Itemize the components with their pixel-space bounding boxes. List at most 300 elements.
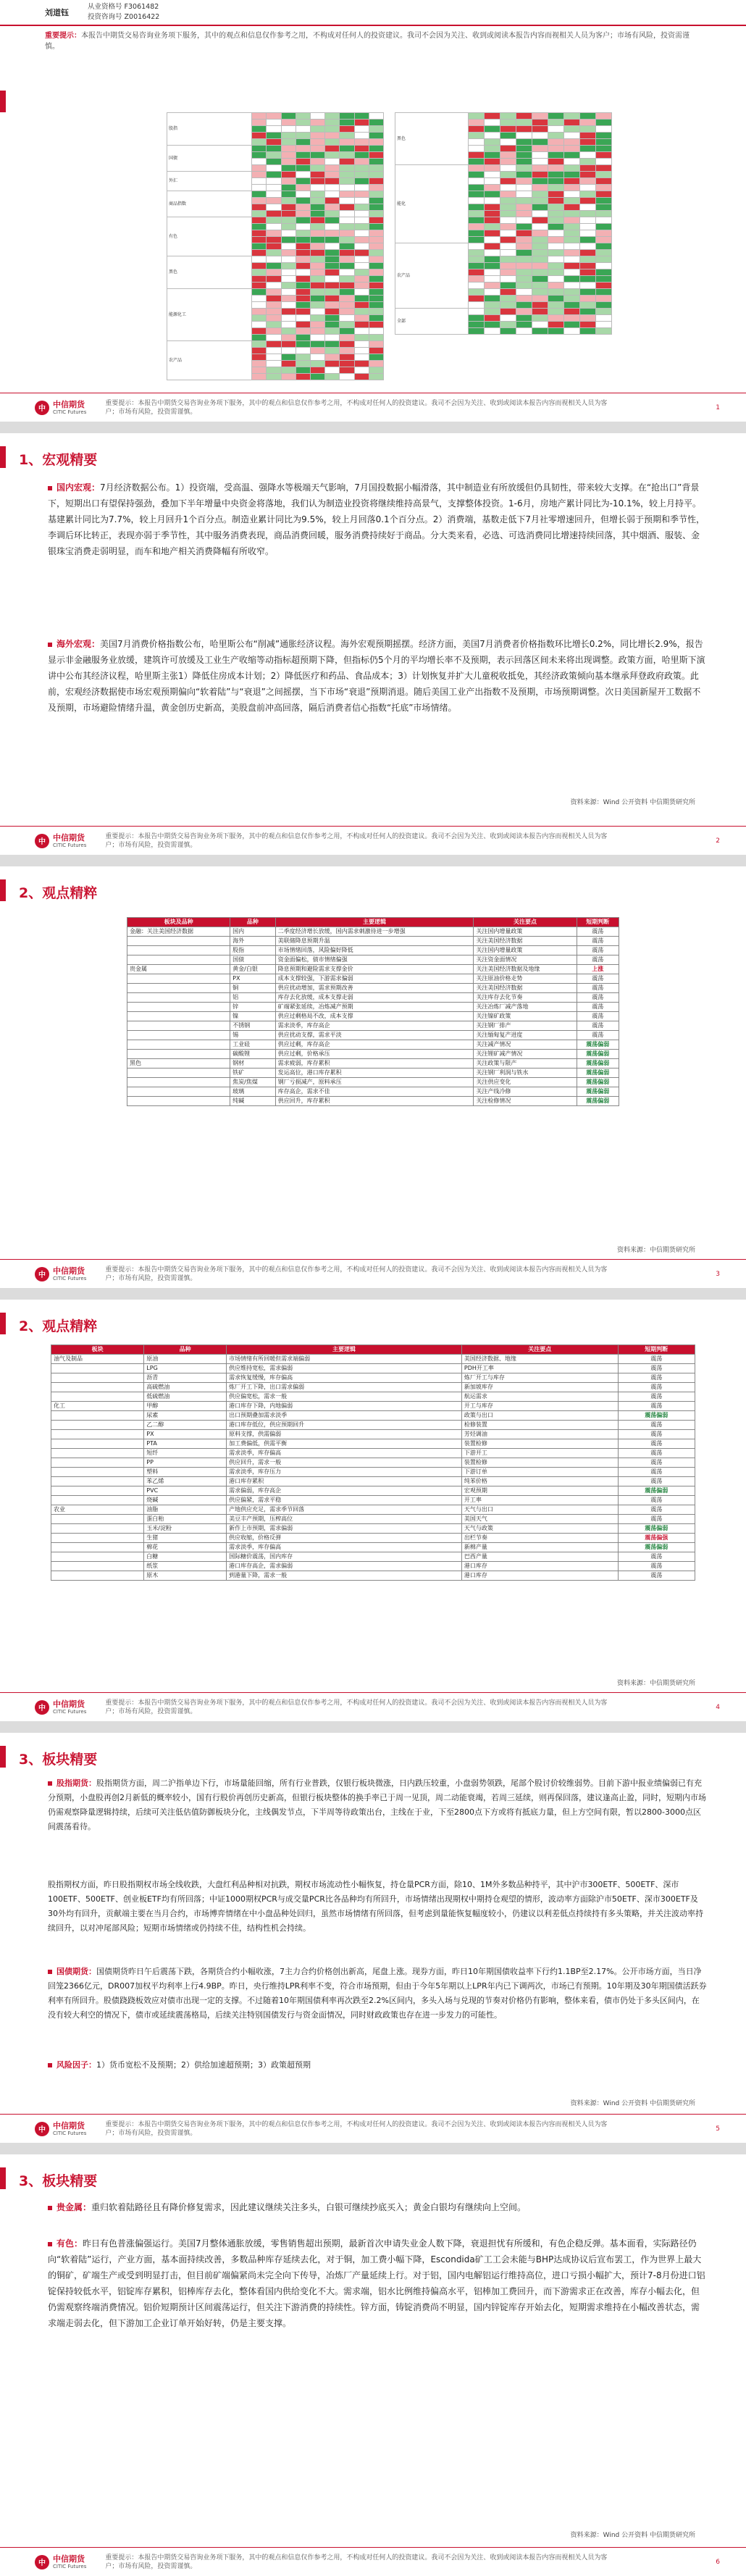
heatmap-cell [500, 237, 516, 243]
heatmap-cell [469, 256, 485, 263]
table-cell: 供应收缩，价格反弹 [227, 1534, 462, 1543]
heatmap-cell [340, 341, 354, 348]
table-cell: 天气与政策 [461, 1524, 618, 1534]
heatmap-cell [281, 159, 296, 165]
heatmap-cell [485, 204, 500, 211]
heatmap-cell [485, 152, 500, 159]
table-row [127, 1059, 619, 1069]
heatmap-cell [354, 165, 369, 172]
heatmap-cell [485, 178, 500, 185]
heatmap-cell [485, 159, 500, 165]
heatmap-category: 外汇 [167, 172, 252, 191]
heatmap-cell [469, 263, 485, 269]
heatmap-cell [354, 374, 369, 380]
heatmap-cell [310, 139, 324, 146]
heatmap-cell [532, 217, 548, 224]
table-cell: 震荡 [618, 1364, 695, 1373]
table-cell: 震荡偏弱 [618, 1543, 695, 1552]
table-cell: 镍 [230, 1012, 275, 1021]
heatmap-cell [296, 126, 310, 133]
nonferrous-paragraph: 有色：昨日有色普涨偏强运行。美国7月整体通胀放缓，零售销售超出预期，最新首次申请失业金人数下降，衰退担忧有所缓和，有色企稳反弹。基本面看，实际路径仍向“软着陆”运行，产业方面，基本面持续改善，多数品种库存延续去化，对于铜，加工费小幅下降，Escondida矿工工会未能与BHP达成协议后宣布罢工，作为世界上最大的铜矿，矿端生产或受到明显打击，但目前矿端偏紧尚未完全向下传导，冶炼厂产量延续上行。对于铝，国内电解铝运行维持高位，进口亏损小幅扩大，预计7-8月份进口铝锭保持较低水平，铝锭库存累积，铝棒库存去化，整体看国内供给变化不大。需求端，铝水比例维持偏高水平，铝棒加工费回升，而下游需求正在改善，库存小幅去化，但仍需观察终端消费情况。铝价短期预计区间震荡运行，但关注下游消费的持续性。锌方面，铸锭消费尚不明显，国内锌锭库存开始去化，短期需求维持在小幅改善状态，需求端走弱去化，但下游加工企业订单开始好转，仍是主要支撑。 [48, 2238, 705, 2328]
heatmap-cell [485, 263, 500, 269]
heatmap-cell [340, 328, 354, 335]
heatmap-cell [469, 302, 485, 309]
heatmap-cell [548, 289, 564, 296]
heatmap-cell [267, 256, 281, 263]
heatmap-cell [485, 269, 500, 276]
heatmap-cell [595, 237, 611, 243]
table-row [127, 1012, 619, 1021]
table-cell: 关注美国经济数据 [474, 984, 577, 993]
heatmap-cell [485, 230, 500, 237]
heatmap-cell [267, 204, 281, 211]
heatmap-cell [340, 243, 354, 250]
heatmap-cell [281, 185, 296, 191]
heatmap-cell [563, 322, 579, 328]
table-cell: 矿端紧张延续，冶炼减产预期 [275, 1003, 474, 1012]
heatmap-cell [310, 315, 324, 322]
heatmap-cell [325, 185, 340, 191]
heatmap-cell [548, 204, 564, 211]
heatmap-cell [340, 172, 354, 178]
heatmap-cell [532, 178, 548, 185]
heatmap-cell [296, 133, 310, 139]
heatmap-cell [267, 146, 281, 152]
heatmap-category: 能源化工 [167, 289, 252, 341]
heatmap-cell [500, 133, 516, 139]
heatmap-cell [548, 126, 564, 133]
heatmap-cell [252, 146, 267, 152]
heatmap-cell [595, 224, 611, 230]
heatmap-cell [595, 146, 611, 152]
data-source: 资料来源：中信期货研究所 [616, 1680, 695, 1687]
heatmap-cell [548, 217, 564, 224]
heatmap-cell [563, 204, 579, 211]
heatmap-cell [485, 120, 500, 126]
heatmap-cell [310, 217, 324, 224]
heatmap-cell [548, 237, 564, 243]
table-cell: 原油 [144, 1355, 227, 1364]
table-cell [127, 955, 230, 965]
table-row [127, 1087, 619, 1097]
table-cell: 震荡 [618, 1515, 695, 1524]
heatmap-cell [532, 269, 548, 276]
heatmap-cell [369, 126, 383, 133]
heatmap-cell [595, 178, 611, 185]
heatmap-cell [325, 120, 340, 126]
table-cell: 新加坡库存 [461, 1383, 618, 1392]
heatmap-cell [563, 159, 579, 165]
heatmap-cell [469, 217, 485, 224]
heatmap-cell [267, 217, 281, 224]
heatmap-cell [281, 217, 296, 224]
heatmap-cell [500, 256, 516, 263]
heatmap-cell [281, 191, 296, 198]
heatmap-cell [267, 367, 281, 374]
heatmap-cell [579, 139, 595, 146]
table-header-cell: 主要逻辑 [227, 1345, 462, 1355]
heatmap-cell [325, 256, 340, 263]
heatmap-cell [354, 237, 369, 243]
heatmap-cell [516, 198, 532, 204]
heatmap-cell [469, 152, 485, 159]
heatmap-cell [267, 126, 281, 133]
heatmap-cell [532, 289, 548, 296]
table-cell: 出栏节奏 [461, 1534, 618, 1543]
table-cell: 海外 [230, 937, 275, 946]
heatmap-cell [579, 217, 595, 224]
heatmap-cell [340, 309, 354, 315]
heatmap-cell [579, 315, 595, 322]
page-number: 1 [716, 404, 720, 411]
heatmap-cell [310, 250, 324, 256]
heatmap-cell [532, 322, 548, 328]
table-row [51, 1383, 695, 1392]
heatmap-cell [595, 256, 611, 263]
heatmap-cell [595, 133, 611, 139]
heatmap-cell [595, 283, 611, 289]
heatmap-cell [369, 283, 383, 289]
table-cell: 关注缅甸复产进度 [474, 1031, 577, 1040]
heatmap-cell [469, 120, 485, 126]
table-row [51, 1402, 695, 1411]
heatmap-cell [252, 283, 267, 289]
heatmap-cell [252, 354, 267, 361]
heatmap-cell [369, 191, 383, 198]
heatmap-cell [579, 243, 595, 250]
table-cell: 供应过剩，库存高企 [275, 1040, 474, 1050]
heatmap-cell [281, 224, 296, 230]
heatmap-cell [595, 250, 611, 256]
heatmap-row [167, 191, 384, 198]
table-cell: 震荡 [618, 1373, 695, 1383]
heatmap-cell [252, 204, 267, 211]
heatmap-cell [500, 178, 516, 185]
heatmap-cell [325, 309, 340, 315]
table-cell: 关注产线冷修 [474, 1087, 577, 1097]
heatmap-cell [500, 315, 516, 322]
heatmap-cell [281, 120, 296, 126]
table-cell: 关注国内增量政策 [474, 927, 577, 937]
heatmap-cell [532, 302, 548, 309]
heatmap-cell [369, 296, 383, 302]
table-cell: 高硫燃油 [144, 1383, 227, 1392]
heatmap-cell [485, 315, 500, 322]
heatmap-cell [469, 191, 485, 198]
heatmap-cell [310, 152, 324, 159]
heatmap-cell [340, 198, 354, 204]
heatmap-cell [340, 165, 354, 172]
heatmap-cell [310, 361, 324, 367]
heatmap-cell [296, 250, 310, 256]
heatmap-cell [354, 296, 369, 302]
section-title: 2、观点精粹 [19, 1318, 98, 1334]
heatmap-cell [579, 152, 595, 159]
heatmap-cell [296, 322, 310, 328]
table-cell: 蛋白粕 [144, 1515, 227, 1524]
heatmap-cell [369, 289, 383, 296]
table-cell [51, 1543, 144, 1552]
table-cell [51, 1524, 144, 1534]
heatmap-cell [516, 126, 532, 133]
heatmap-cell [369, 211, 383, 217]
table-row [51, 1515, 695, 1524]
heatmap-cell [485, 289, 500, 296]
heatmap-cell [267, 178, 281, 185]
table-row [127, 1050, 619, 1059]
table-cell: 炼厂开工下降，出口需求偏弱 [227, 1383, 462, 1392]
heatmap-cell [325, 374, 340, 380]
table-cell: 钢厂亏损减产，原料承压 [275, 1078, 474, 1087]
heatmap-cell [563, 198, 579, 204]
heatmap-cell [354, 152, 369, 159]
heatmap-cell [548, 322, 564, 328]
table-cell: PP [144, 1458, 227, 1468]
table-cell: 关注国内增量政策 [474, 946, 577, 955]
table-row [51, 1449, 695, 1458]
heatmap-row [167, 146, 384, 152]
heatmap-cell [354, 309, 369, 315]
heatmap-cell [548, 309, 564, 315]
heatmap-cell [595, 172, 611, 178]
heatmap-cell [516, 315, 532, 322]
heatmap-cell [532, 204, 548, 211]
heatmap-cell [532, 113, 548, 120]
heatmap-cell [485, 250, 500, 256]
heatmap-cell [281, 354, 296, 361]
table-cell: 港口库存累积 [227, 1477, 462, 1486]
heatmap-cell [252, 185, 267, 191]
heatmap-cell [325, 217, 340, 224]
heatmap-cell [532, 263, 548, 269]
table-cell: 新作上市预期，需求偏弱 [227, 1524, 462, 1534]
heatmap-cell [267, 354, 281, 361]
heatmap-cell [595, 165, 611, 172]
table-cell: 成本支撑较强，下游需求偏弱 [275, 974, 474, 984]
heatmap-row [167, 256, 384, 263]
heatmap-cell [563, 256, 579, 263]
heatmap-cell [516, 120, 532, 126]
heatmap-cell [310, 146, 324, 152]
heatmap-cell [500, 217, 516, 224]
table-cell [51, 1534, 144, 1543]
heatmap-cell [532, 172, 548, 178]
heatmap-cell [325, 361, 340, 367]
heatmap-cell [325, 367, 340, 374]
heatmap-cell [595, 113, 611, 120]
table-row [51, 1421, 695, 1430]
heatmap-cell [281, 315, 296, 322]
table-cell: 宏观预期 [461, 1486, 618, 1496]
heatmap-cell [516, 172, 532, 178]
table-cell: 关注钢厂排产 [474, 1021, 577, 1031]
heatmap-cell [310, 191, 324, 198]
heatmap-cell [281, 133, 296, 139]
heatmap-cell [310, 159, 324, 165]
table-cell: 需求淡季，库存高企 [275, 1021, 474, 1031]
heatmap-row [167, 289, 384, 296]
heatmap-cell [369, 361, 383, 367]
heatmap-cell [340, 256, 354, 263]
heatmap-cell [354, 133, 369, 139]
table-cell: 震荡 [618, 1421, 695, 1430]
table-cell: 震荡 [618, 1496, 695, 1505]
heatmap-cell [595, 296, 611, 302]
heatmap-cell [310, 224, 324, 230]
heatmap-cell [267, 328, 281, 335]
table-cell: 震荡 [618, 1402, 695, 1411]
heatmap-cell [267, 348, 281, 354]
heatmap-cell [252, 126, 267, 133]
footer-disclaimer: 重要提示：本报告中期货交易咨询业务项下服务，其中的观点和信息仅作参考之用，不构成对任何人的投资建议。我司不会因为关注、收到或阅读本报告内容而视相关人员为客户；市场有风险，投资需谨慎。 [105, 399, 608, 416]
table-cell: 沥青 [144, 1373, 227, 1383]
heatmap-cell [340, 139, 354, 146]
heatmap-cell [369, 165, 383, 172]
heatmap-cell [532, 185, 548, 191]
heatmap-cell [500, 289, 516, 296]
heatmap-cell [354, 230, 369, 237]
table-cell: 震荡 [577, 993, 619, 1003]
table-header-row [127, 918, 619, 927]
heatmap-cell [563, 250, 579, 256]
heatmap-cell [485, 217, 500, 224]
heatmap-cell [340, 315, 354, 322]
heatmap-cell [340, 178, 354, 185]
heatmap-cell [485, 113, 500, 120]
table-cell: 苯乙烯 [144, 1477, 227, 1486]
table-cell: 关注镍矿政策 [474, 1012, 577, 1021]
heatmap-cell [579, 283, 595, 289]
heatmap-cell [252, 165, 267, 172]
table-cell [51, 1486, 144, 1496]
heatmap-cell [563, 152, 579, 159]
heatmap-cell [516, 276, 532, 283]
heatmap-cell [516, 322, 532, 328]
heatmap-cell [516, 309, 532, 315]
heatmap-cell [252, 335, 267, 341]
section-title: 3、板块精要 [19, 1752, 98, 1768]
table-row [51, 1468, 695, 1477]
heatmap-cell [485, 224, 500, 230]
table-cell: 装置检修 [461, 1439, 618, 1449]
heatmap-cell [325, 178, 340, 185]
heatmap-cell [252, 139, 267, 146]
heatmap-cell [548, 133, 564, 139]
heatmap-cell [579, 172, 595, 178]
heatmap-cell [340, 283, 354, 289]
heatmap-cell [267, 374, 281, 380]
heatmap-cell [281, 361, 296, 367]
table-cell: 装置检修 [461, 1458, 618, 1468]
heatmap-cell [485, 198, 500, 204]
heatmap-cell [267, 276, 281, 283]
heatmap-cell [500, 126, 516, 133]
heatmap-cell [340, 217, 354, 224]
table-row [51, 1543, 695, 1552]
table-cell: 生猪 [144, 1534, 227, 1543]
heatmap-cell [252, 243, 267, 250]
heatmap-cell [267, 283, 281, 289]
heatmap-category: 农产品 [167, 341, 252, 380]
heatmap-cell [340, 120, 354, 126]
footer [0, 1692, 746, 1721]
heatmap-cell [548, 159, 564, 165]
heatmap-cell [267, 139, 281, 146]
heatmap-cell [325, 328, 340, 335]
table-cell: 震荡 [577, 1003, 619, 1012]
heatmap-cell [325, 152, 340, 159]
heatmap-cell [469, 230, 485, 237]
heatmap-cell [252, 374, 267, 380]
table-row [51, 1458, 695, 1468]
heatmap-cell [281, 237, 296, 243]
table-row [51, 1562, 695, 1571]
heatmap-cell [563, 211, 579, 217]
heatmap-cell [595, 243, 611, 250]
heatmap-cell [516, 289, 532, 296]
heatmap-cell [500, 172, 516, 178]
citic-logo: 中 中信期货 CITIC Futures [35, 2555, 86, 2569]
table-cell [127, 1087, 230, 1097]
heatmap-cell [563, 302, 579, 309]
table-cell: 出口预期叠加需求淡季 [227, 1411, 462, 1421]
heatmap-cell [369, 152, 383, 159]
table-cell [127, 974, 230, 984]
heatmap-cell [485, 276, 500, 283]
heatmap-cell [516, 296, 532, 302]
heatmap-cell [595, 322, 611, 328]
footer-disclaimer: 重要提示：本报告中期货交易咨询业务项下服务，其中的观点和信息仅作参考之用，不构成对任何人的投资建议。我司不会因为关注、收到或阅读本报告内容而视相关人员为客户；市场有风险，投资需谨慎。 [105, 2120, 608, 2137]
table-cell: 油气及制品 [51, 1355, 144, 1364]
heatmap-cell [469, 224, 485, 230]
heatmap-cell [369, 113, 383, 120]
table-cell [127, 1003, 230, 1012]
heatmap-cell [579, 322, 595, 328]
page-number: 6 [716, 2559, 720, 2566]
bullet-icon [48, 643, 52, 647]
heatmap-cell [595, 269, 611, 276]
heatmap-cell [267, 120, 281, 126]
heatmap-cell [516, 263, 532, 269]
heatmap-cell [548, 328, 564, 335]
table-cell: 金融：关注美国经济数据 [127, 927, 230, 937]
heatmap-cell [563, 191, 579, 198]
table-cell: 震荡偏弱 [577, 1050, 619, 1059]
heatmap-cell [340, 185, 354, 191]
heatmap-cell [296, 185, 310, 191]
table-cell: 加工费偏低，供需平衡 [227, 1439, 462, 1449]
heatmap-cell [354, 283, 369, 289]
table-cell [127, 946, 230, 955]
table-cell: 关注资金面情况 [474, 955, 577, 965]
heatmap-cell [579, 237, 595, 243]
table-cell [51, 1468, 144, 1477]
heatmap-cell [296, 204, 310, 211]
heatmap-cell [252, 348, 267, 354]
heatmap-cell [516, 165, 532, 172]
heatmap-cell [267, 296, 281, 302]
heatmap-cell [281, 243, 296, 250]
heatmap-cell [485, 243, 500, 250]
accent-bar [0, 446, 6, 468]
heatmap-cell [500, 230, 516, 237]
heatmap-cell [310, 348, 324, 354]
table-row [127, 984, 619, 993]
heatmap-cell [563, 283, 579, 289]
heatmap-cell [252, 256, 267, 263]
overseas-macro-paragraph: 海外宏观：美国7月消费价格指数公布，哈里斯公布“削减”通胀经济议程。海外宏观预期摇摆。经济方面，美国7月消费者价格指数环比增长0.2%，同比增长2.9%，报告显示非金融服务业放缓，建筑许可放缓及工业生产收缩等动指标超预期下降，但指标仍5个月的平均增长率不及预期，表示回落区间未来将出现调整。政策方面，哈里斯下演讲中公布其经济议程，哈里斯主张1）降低住房成本计划；2）降低医疗和药品、食品成本；3）计划恢复并扩大儿童税收抵免，其经济政策倾向基本继承拜登政府政策。此前，宏观经济数据使市场宏观预期偏向“软着陆”与“衰退”之间摇摆，当下市场“衰退”预期消退。随后美国工业产出指数不及预期，市场预期调整。次日美国新屋开工数据不及预期，市场避险情绪升温，黄金创历史新高，美股盘前冲高回落，隔后消费者信心指数“托底”市场情绪。 [48, 639, 705, 713]
heatmap-cell [563, 237, 579, 243]
